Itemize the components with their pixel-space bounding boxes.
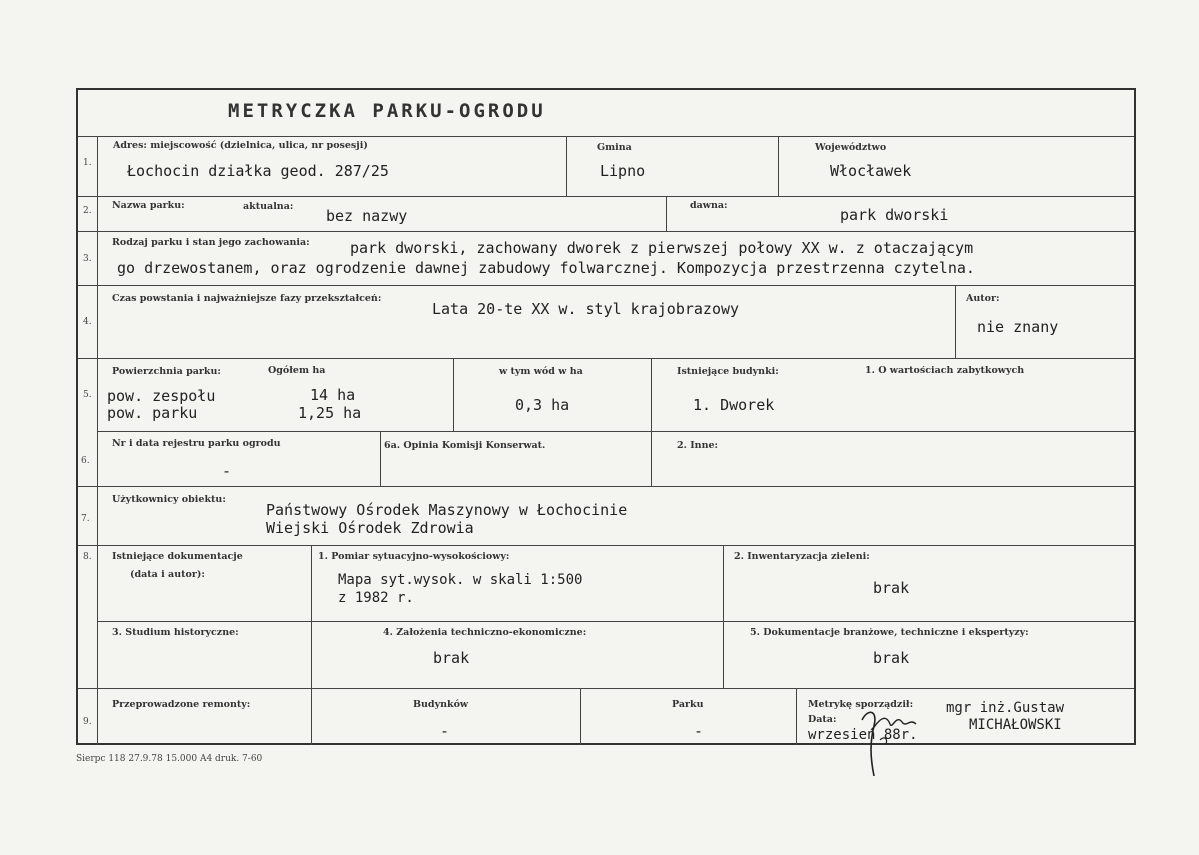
- cell-divider: [778, 136, 779, 196]
- register-label: Nr i data rejestru parku ogrodu: [112, 438, 281, 449]
- author-value: nie znany: [977, 318, 1059, 336]
- survey-label: 1. Pomiar sytuacyjno-wysokościowy:: [318, 551, 510, 562]
- row-number: 2.: [83, 206, 92, 216]
- renovations-park-label: Parku: [672, 699, 704, 710]
- creation-time-value: Lata 20-te XX w. styl krajobrazowy: [432, 300, 740, 318]
- survey-line-2: z 1982 r.: [338, 590, 414, 606]
- users-label: Użytkownicy obiektu:: [112, 494, 226, 505]
- cell-divider: [580, 688, 581, 745]
- form-title: METRYCZKA PARKU-OGRODU: [228, 100, 546, 122]
- total-area-label: Ogółem ha: [268, 365, 326, 376]
- renovations-label: Przeprowadzone remonty:: [112, 699, 251, 710]
- row-number: 6.: [81, 456, 90, 466]
- tech-econ-value: brak: [433, 649, 470, 667]
- row-number: 9.: [83, 717, 92, 727]
- date-value: wrzesień 88r.: [808, 727, 918, 743]
- author-label: Autor:: [966, 293, 1000, 304]
- gmina-value: Lipno: [600, 162, 646, 180]
- current-name-value: bez nazwy: [326, 207, 408, 225]
- address-label: Adres: miejscowość (dzielnica, ulica, nr posesji): [113, 140, 368, 151]
- voivodeship-value: Włocławek: [830, 162, 912, 180]
- documentation-sublabel: (data i autor):: [130, 569, 205, 580]
- other-buildings-label: 2. Inne:: [677, 440, 719, 451]
- complex-area-value: 14 ha: [310, 386, 356, 404]
- row-number: 5.: [83, 390, 92, 400]
- cell-divider: [380, 431, 381, 486]
- survey-line-1: Mapa syt.wysok. w skali 1:500: [338, 572, 583, 588]
- row-divider: [98, 431, 1134, 432]
- handwritten-signature: [850, 700, 930, 780]
- row-divider: [78, 136, 1134, 137]
- conservator-opinion-label: 6a. Opinia Komisji Konserwat.: [384, 440, 546, 451]
- row-divider: [78, 285, 1134, 286]
- greenery-inventory-value: brak: [873, 579, 910, 597]
- row-divider: [78, 231, 1134, 232]
- row-divider: [78, 688, 1134, 689]
- heritage-buildings-value: 1. Dworek: [693, 396, 775, 414]
- author-name-line-2: MICHAŁOWSKI: [969, 717, 1062, 733]
- buildings-label: Istniejące budynki:: [677, 366, 779, 377]
- row-divider: [78, 545, 1134, 546]
- row-divider: [98, 621, 1134, 622]
- water-area-value: 0,3 ha: [515, 396, 570, 414]
- cell-divider: [566, 136, 567, 196]
- park-type-line-1: park dworski, zachowany dworek z pierwszej połowy XX w. z otaczającym: [350, 239, 974, 257]
- number-column-line: [97, 136, 98, 745]
- cell-divider: [311, 545, 312, 745]
- documentation-label: Istniejące dokumentacje: [112, 551, 243, 562]
- expert-docs-value: brak: [873, 649, 910, 667]
- cell-divider: [651, 358, 652, 486]
- cell-divider: [453, 358, 454, 431]
- address-value: Łochocin działka geod. 287/25: [127, 162, 389, 180]
- users-line-1: Państwowy Ośrodek Maszynowy w Łochocinie: [266, 501, 628, 519]
- cell-divider: [666, 196, 667, 231]
- row-number: 4.: [83, 317, 92, 327]
- row-divider: [78, 486, 1134, 487]
- row-number: 3.: [83, 254, 92, 264]
- renovations-buildings-label: Budynków: [413, 699, 469, 710]
- voivodeship-label: Województwo: [815, 142, 887, 153]
- former-name-label: dawna:: [690, 200, 728, 211]
- water-area-label: w tym wód w ha: [499, 366, 583, 377]
- greenery-inventory-label: 2. Inwentaryzacja zieleni:: [734, 551, 870, 562]
- users-line-2: Wiejski Ośrodek Zdrowia: [266, 519, 474, 537]
- register-value: -: [222, 462, 232, 480]
- cell-divider: [796, 688, 797, 745]
- park-type-label: Rodzaj parku i stan jego zachowania:: [112, 237, 310, 248]
- renovations-park-value: -: [694, 722, 704, 740]
- print-footer: Sierpc 118 27.9.78 15.000 A4 druk. 7-60: [76, 754, 263, 764]
- form-card: [76, 88, 1136, 745]
- former-name-value: park dworski: [840, 206, 949, 224]
- tech-econ-label: 4. Założenia techniczno-ekonomiczne:: [383, 627, 587, 638]
- row-number: 1.: [83, 158, 92, 168]
- row-number: 8.: [83, 552, 92, 562]
- creation-time-label: Czas powstania i najważniejsze fazy przekształceń:: [112, 293, 382, 304]
- author-name-line-1: mgr inż.Gustaw: [946, 700, 1065, 716]
- cell-divider: [955, 285, 956, 358]
- row-number: 7.: [81, 514, 90, 524]
- park-name-label: Nazwa parku:: [112, 200, 185, 211]
- gmina-label: Gmina: [597, 142, 632, 153]
- park-area-label: pow. parku: [107, 404, 198, 422]
- park-type-line-2: go drzewostanem, oraz ogrodzenie dawnej zabudowy folwarcznej. Kompozycja przestrzenna czytelna.: [117, 259, 975, 277]
- renovations-buildings-value: -: [440, 722, 450, 740]
- heritage-buildings-label: 1. O wartościach zabytkowych: [865, 365, 1025, 376]
- park-area-value: 1,25 ha: [298, 404, 362, 422]
- date-label: Data:: [808, 714, 837, 725]
- compiled-by-label: Metrykę sporządził:: [808, 699, 914, 710]
- area-label: Powierzchnia parku:: [112, 366, 221, 377]
- row-divider: [78, 358, 1134, 359]
- cell-divider: [723, 545, 724, 688]
- expert-docs-label: 5. Dokumentacje branżowe, techniczne i ekspertyzy:: [750, 627, 1029, 638]
- row-divider: [78, 196, 1134, 197]
- historical-study-label: 3. Studium historyczne:: [112, 627, 239, 638]
- complex-area-label: pow. zespołu: [107, 387, 216, 405]
- current-name-label: aktualna:: [243, 201, 294, 212]
